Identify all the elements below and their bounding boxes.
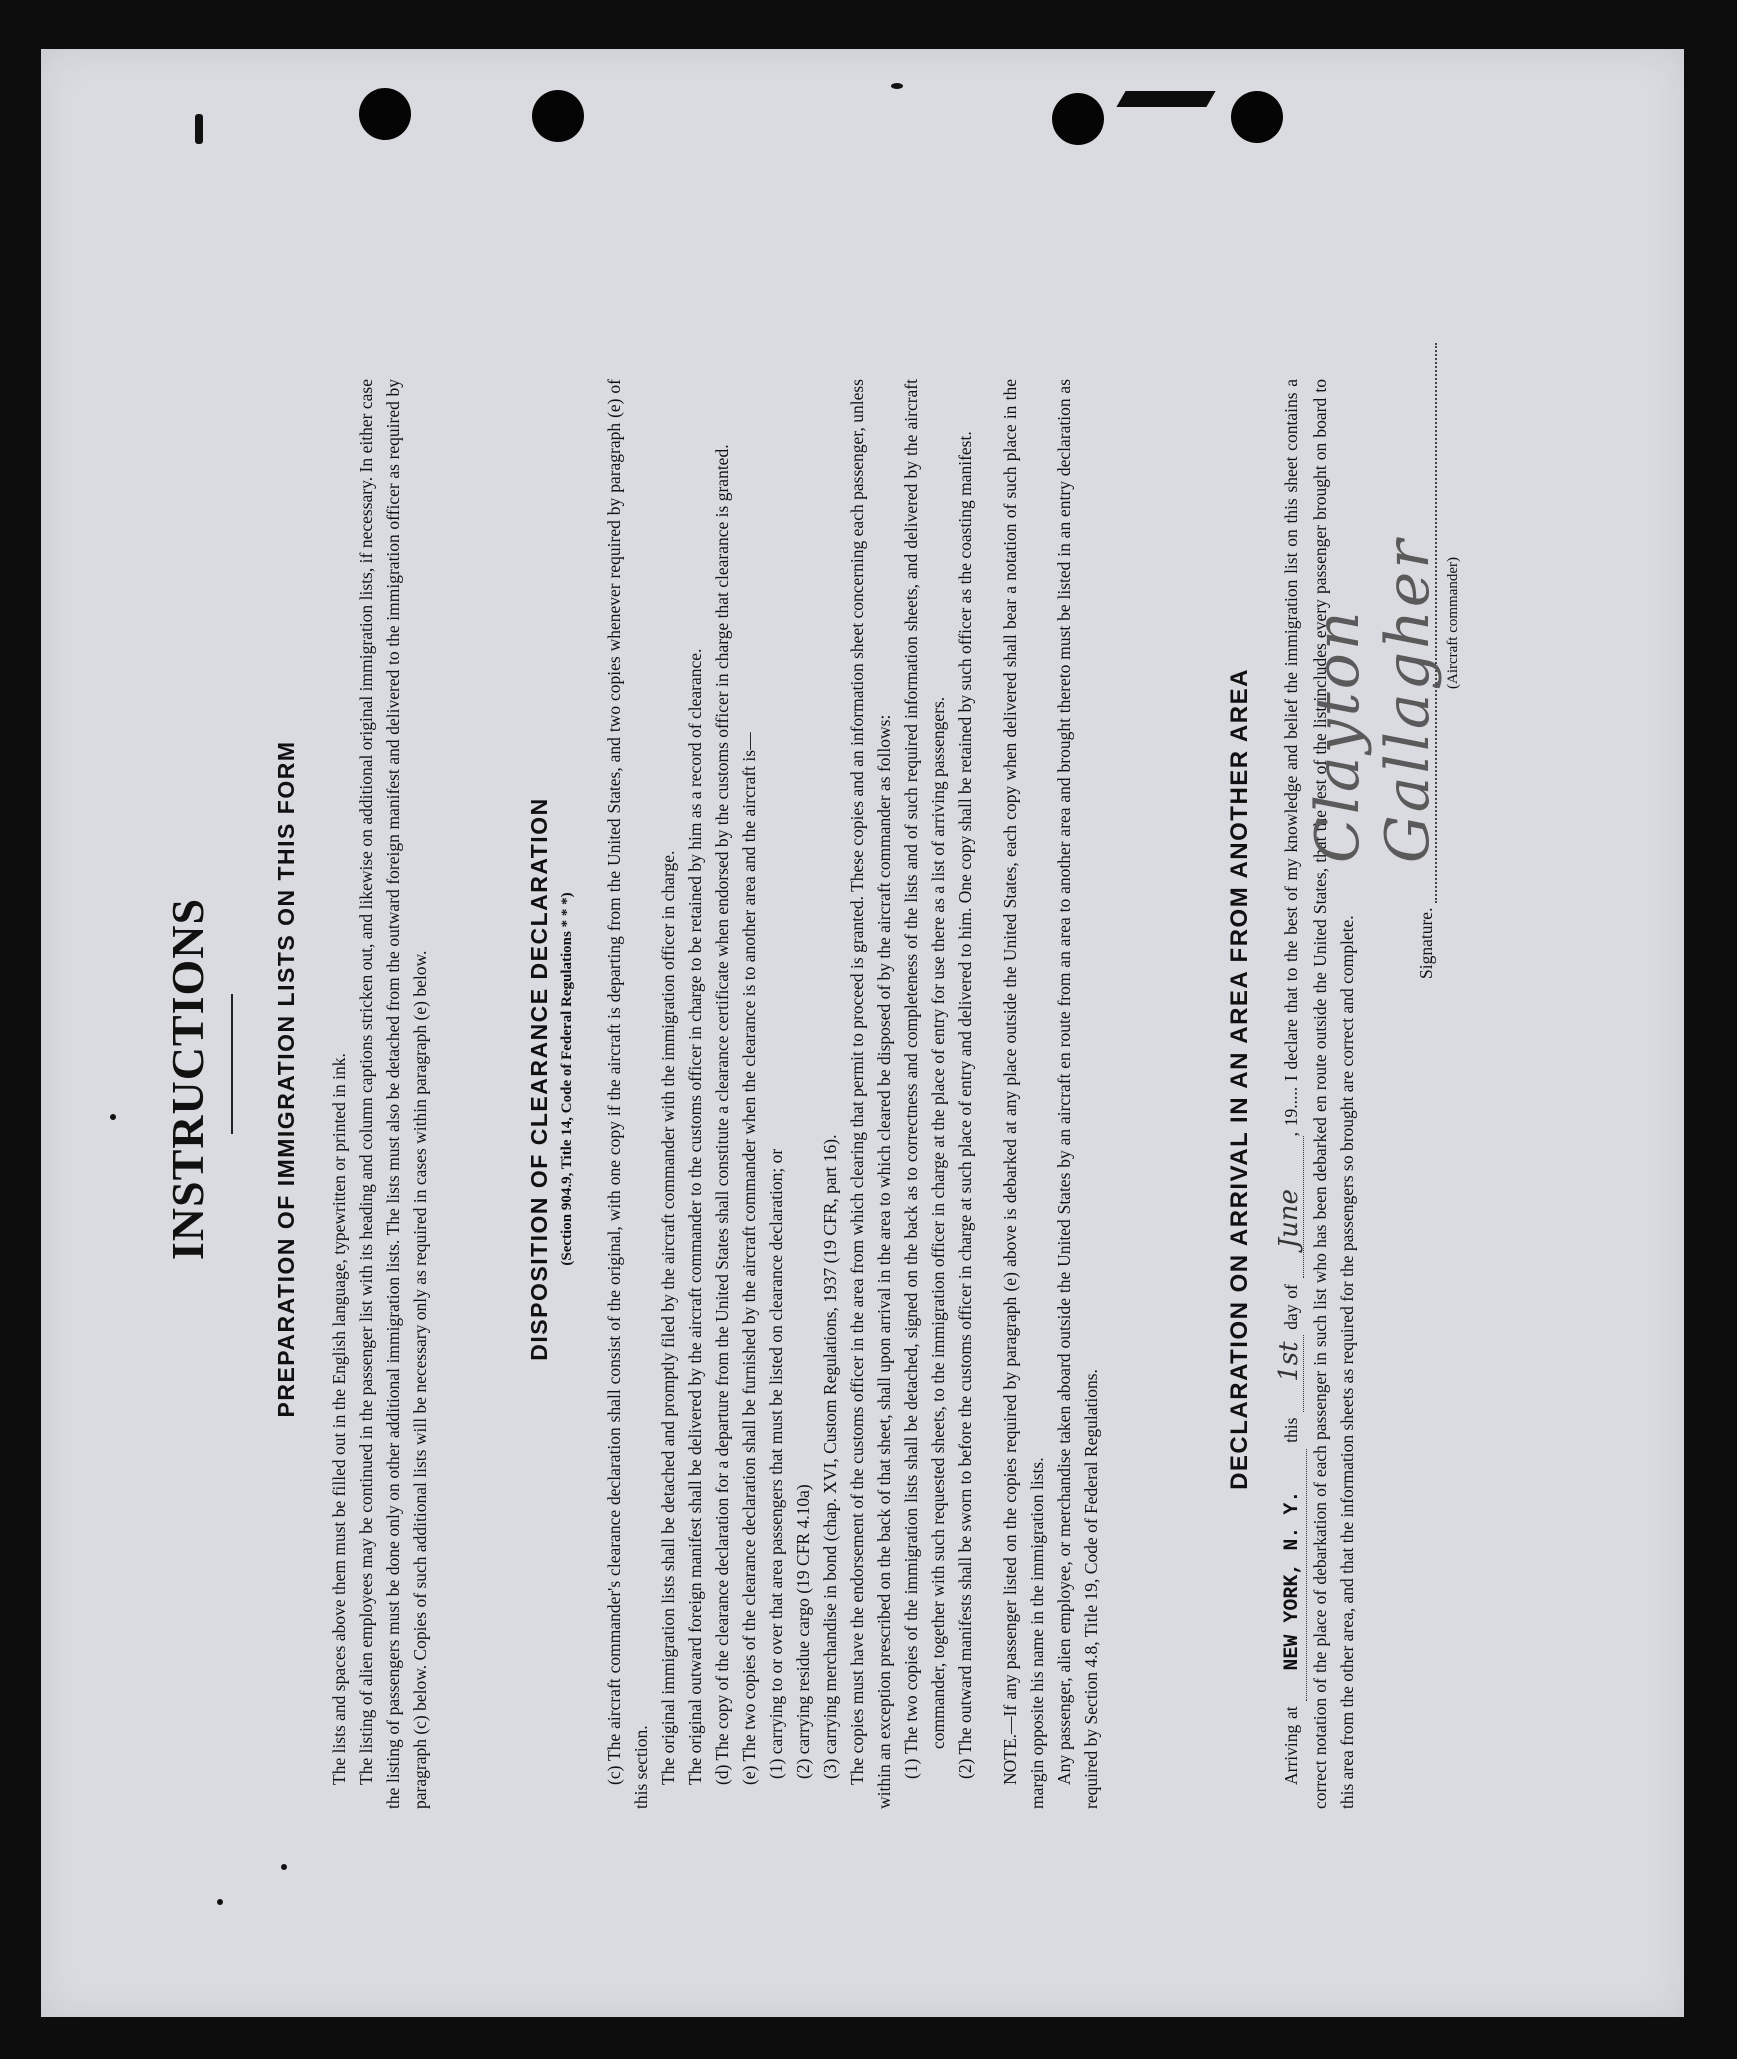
arriving-label: Arriving at <box>1281 1706 1301 1785</box>
torn-edge <box>1116 91 1215 107</box>
list-item: (1) The two copies of the immigration lists shall be detached, signed on the back as to correctness and completeness of the lists and of such required information sheets, and delivered by the aircraft commander, together with such requested sheets, to the immigration officer in charge at the place of entry for use there as a list of arriving passengers. <box>901 379 948 1779</box>
punch-hole <box>1052 93 1104 145</box>
year-label: 19 <box>1281 1108 1301 1127</box>
section-heading-declaration: DECLARATION ON ARRIVAL IN AN AREA FROM ANOTHER AREA <box>1226 668 1253 1490</box>
note: Any passenger, alien employee, or merchandise taken aboard outside the United States by an aircraft en route from an area to another area and brought thereto must be listed in an entry declaration as required by Section 4.8, Title 19, Code of Federal Regulations. <box>1054 379 1101 1809</box>
paragraph: The listing of alien employees may be continued in the passenger list with its heading and column captions stricken out, and likewise on additional original immigration lists, if necessary. In either case the listing of passengers must be done only on other additional immigration lists. The lists must also be detached from the outward foreign manifest and delivered to the immigration officer as required by paragraph (c) below. Copies of such additional lists will be necessary only as required in cases within paragraph (e) below. <box>356 379 430 1809</box>
signature-label: Signature <box>1416 911 1436 979</box>
paragraph: The original immigration lists shall be detached and promptly filed by the aircraft commander with the immigration officer in charge. <box>658 850 678 1785</box>
section-heading-disposition: DISPOSITION OF CLEARANCE DECLARATION <box>526 797 552 1361</box>
document-page <box>41 49 1684 2017</box>
day-of-label: day of <box>1281 1284 1301 1330</box>
paragraph: The copies must have the endorsement of the customs officer in the area from which clearing that permit to proceed is granted. These copies and an information sheet concerning each passenger, unless within an exception prescribed on the back of that sheet, shall upon arrival in the area to which cleared be disposed of by the aircraft commander as follows: <box>847 379 894 1809</box>
signature-caption: (Aircraft commander) <box>1445 556 1461 689</box>
paragraph: The original outward foreign manifest shall be delivered by the aircraft commander to the customs officer in charge to be retained by him as a record of clearance. <box>685 648 705 1785</box>
note: NOTE.—If any passenger listed on the copies required by paragraph (e) above is debarked at any place outside the United States, each copy when delivered shall bear a notation of such place in the margin opposite his name in the immigration lists. <box>1000 379 1047 1809</box>
list-item: (2) carrying residue cargo (19 CFR 4.10a) <box>793 1484 813 1779</box>
punch-hole <box>1231 91 1283 143</box>
paragraph-e: (e) The two copies of the clearance declaration shall be furnished by the aircraft commander when the clearance is to another area and the aircraft is— <box>739 732 759 1785</box>
list-item: (2) The outward manifests shall be sworn to before the customs officer in charge at such place of entry and delivered to him. One copy shall be retained by such officer as the coasting manifest. <box>955 431 975 1779</box>
month-field[interactable]: June <box>1276 1136 1304 1278</box>
arriving-port-field[interactable]: NEW YORK, N. Y. <box>1279 1449 1307 1701</box>
rotated-content <box>161 239 1521 1919</box>
list-item: (3) carrying merchandise in bond (chap. XVI, Custom Regulations, 1937 (19 CFR, part 16). <box>820 1134 840 1779</box>
punch-hole <box>532 90 584 142</box>
section-heading-preparation: PREPARATION OF IMMIGRATION LISTS ON THIS FORM <box>273 740 299 1418</box>
ink-speck <box>110 1114 116 1120</box>
list-item: (1) carrying to or over that area passengers that must be listed on clearance declaration; or <box>766 1148 786 1779</box>
this-label: this <box>1281 1417 1301 1443</box>
title-rule <box>231 994 233 1134</box>
ink-speck <box>195 114 203 144</box>
preparation-text <box>326 379 434 1809</box>
paragraph: The lists and spaces above them must be filled out in the English language, typewritten or printed in ink. <box>329 1053 349 1785</box>
day-field[interactable]: 1st <box>1276 1335 1304 1411</box>
declaration-paragraph: Arriving at NEW YORK, N. Y. this 1st day of June, 19..... I declare that to the best of my knowledge and belief the immigration list on this sheet contains a correct notation of the place of debarkation of each passenger in such list who has been debarked en route outside the United States, that the rest of the list includes every passenger brought on board to this area from the other area, and that the information sheets as required for the passengers so brought are correct and complete. <box>1274 378 1357 1809</box>
paragraph-d: (d) The copy of the clearance declaration for a departure from the United States shall constitute a clearance certificate when endorsed by the customs officer in charge that clearance is granted. <box>712 444 732 1785</box>
signature-line: Signature. Clayton Gallagher <box>1411 319 1437 979</box>
punch-hole <box>359 88 411 140</box>
page-title: INSTRUCTIONS <box>162 897 213 1261</box>
section-subheading: (Section 904.9, Title 14, Code of Federal Regulations * * *) <box>559 892 575 1266</box>
handwritten-signature: Clayton Gallagher <box>1303 537 1443 864</box>
disposition-text <box>601 379 1105 1809</box>
ink-speck <box>891 83 903 89</box>
declaration-body: I declare that to the best of my knowledge and belief the immigration list on this sheet contains a correct notation of the place of debarkation of each passenger in such list who has been debarked en route outside the United States, that the rest of the list includes every passenger brought on board to this area from the other area, and that the information sheets as required for the passengers so brought are correct and complete. <box>1281 378 1357 1809</box>
paragraph-c: (c) The aircraft commander's clearance declaration shall consist of the original, with one copy if the aircraft is departing from the United States, and two copies whenever required by paragraph (e) of this section. <box>604 379 651 1809</box>
